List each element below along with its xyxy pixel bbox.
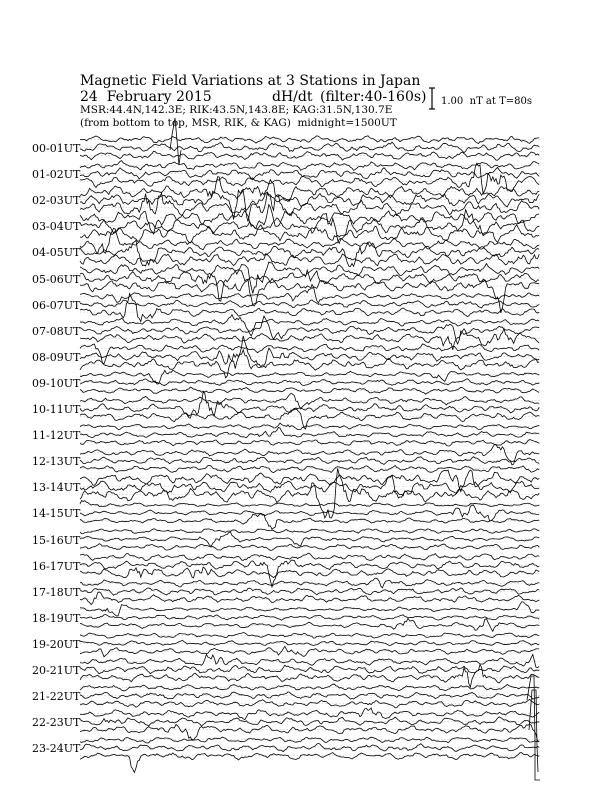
row-label: 10-11UT xyxy=(32,403,81,416)
trace-03-04UT-msr xyxy=(80,225,539,243)
row-label: 16-17UT xyxy=(32,559,81,573)
trace-12-13UT-rik xyxy=(80,457,539,465)
trace-03-04UT-kag xyxy=(80,205,539,234)
trace-17-18UT-kag xyxy=(80,578,539,588)
scale-bar-label: 1.00 nT at T=80s xyxy=(441,96,532,107)
trace-08-09UT-rik xyxy=(80,336,539,367)
trace-13-14UT-kag xyxy=(80,470,539,492)
row-label: 05-06UT xyxy=(32,272,81,286)
row-label: 03-04UT xyxy=(32,220,81,234)
trace-12-13UT-msr xyxy=(80,465,539,472)
trace-04-05UT-kag xyxy=(80,228,539,253)
trace-11-12UT-msr xyxy=(80,440,539,446)
row-label: 21-22UT xyxy=(32,690,81,704)
chart-date: 24 February 2015 xyxy=(80,89,212,105)
trace-23-24UT-kag xyxy=(80,737,539,743)
trace-09-10UT-rik xyxy=(80,379,539,386)
trace-20-21UT-rik xyxy=(80,665,539,674)
trace-07-08UT-kag xyxy=(80,315,539,336)
station-coordinates: MSR:44.4N,142.3E; RIK:43.5N,143.8E; KAG:31.5N,130.7E xyxy=(80,104,393,116)
row-label: 13-14UT xyxy=(32,481,81,495)
trace-16-17UT-kag xyxy=(80,553,539,561)
row-label: 19-20UT xyxy=(32,637,81,651)
row-label: 11-12UT xyxy=(32,429,81,443)
chart-title: Magnetic Field Variations at 3 Stations in Japan xyxy=(80,73,421,89)
trace-15-16UT-rik xyxy=(80,532,539,546)
trace-00-01UT-kag xyxy=(80,136,539,144)
chart-filter: (filter:40-160s) xyxy=(320,89,427,105)
row-label: 22-23UT xyxy=(32,716,81,730)
trace-19-20UT-rik xyxy=(80,640,539,645)
offscale-spike xyxy=(170,118,181,165)
trace-20-21UT-kag xyxy=(80,654,539,667)
trace-06-07UT-rik xyxy=(80,300,539,308)
row-label: 07-08UT xyxy=(32,324,81,338)
trace-16-17UT-msr xyxy=(80,567,539,578)
trace-02-03UT-rik xyxy=(80,190,539,221)
trace-09-10UT-msr xyxy=(80,387,539,394)
trace-19-20UT-kag xyxy=(80,633,539,639)
row-label: 14-15UT xyxy=(32,507,81,521)
grid-lines xyxy=(80,140,540,756)
trace-19-20UT-msr xyxy=(80,646,539,656)
row-label: 23-24UT xyxy=(32,742,81,756)
trace-10-11UT-kag xyxy=(80,393,539,409)
trace-03-04UT-rik xyxy=(80,210,539,244)
trace-00-01UT-rik xyxy=(80,142,539,152)
offscale-trace-group xyxy=(170,118,540,780)
trace-01-02UT-rik xyxy=(80,167,539,180)
station-order-note: (from bottom to top, MSR, RIK, & KAG) midnight=1500UT xyxy=(80,117,397,129)
trace-14-15UT-kag xyxy=(80,501,539,507)
row-label: 18-19UT xyxy=(32,611,81,625)
row-label: 17-18UT xyxy=(32,585,81,599)
trace-group xyxy=(80,136,539,773)
trace-10-11UT-rik xyxy=(80,392,539,418)
trace-12-13UT-kag xyxy=(80,444,539,465)
row-label: 12-13UT xyxy=(32,455,81,469)
trace-23-24UT-rik xyxy=(80,743,539,751)
trace-14-15UT-msr xyxy=(80,514,539,530)
trace-21-22UT-rik xyxy=(80,692,539,699)
trace-00-01UT-msr xyxy=(80,151,539,160)
trace-21-22UT-msr xyxy=(80,700,539,708)
trace-18-19UT-kag xyxy=(80,602,539,616)
trace-01-02UT-msr xyxy=(80,163,539,194)
row-label: 08-09UT xyxy=(32,350,81,364)
row-label: 00-01UT xyxy=(32,142,81,155)
trace-15-16UT-kag xyxy=(80,529,539,534)
trace-18-19UT-rik xyxy=(80,615,539,621)
row-label: 20-21UT xyxy=(32,664,81,677)
row-label: 02-03UT xyxy=(32,194,81,208)
trace-17-18UT-rik xyxy=(80,588,539,595)
trace-06-07UT-msr xyxy=(80,294,539,322)
row-label: 04-05UT xyxy=(32,246,81,260)
trace-23-24UT-msr xyxy=(80,753,539,773)
trace-15-16UT-msr xyxy=(80,544,539,551)
scale-bar xyxy=(429,88,435,109)
trace-18-19UT-msr xyxy=(80,618,539,631)
row-label: 06-07UT xyxy=(32,298,81,312)
row-label: 09-10UT xyxy=(32,376,81,390)
trace-01-02UT-kag xyxy=(80,161,539,171)
trace-22-23UT-kag xyxy=(80,708,539,720)
row-label: 01-02UT xyxy=(32,168,81,182)
trace-22-23UT-rik xyxy=(80,717,539,726)
chart-quantity: dH/dt xyxy=(272,89,313,105)
row-label: 15-16UT xyxy=(32,533,81,547)
trace-11-12UT-kag xyxy=(80,423,539,430)
trace-11-12UT-rik xyxy=(80,428,539,438)
